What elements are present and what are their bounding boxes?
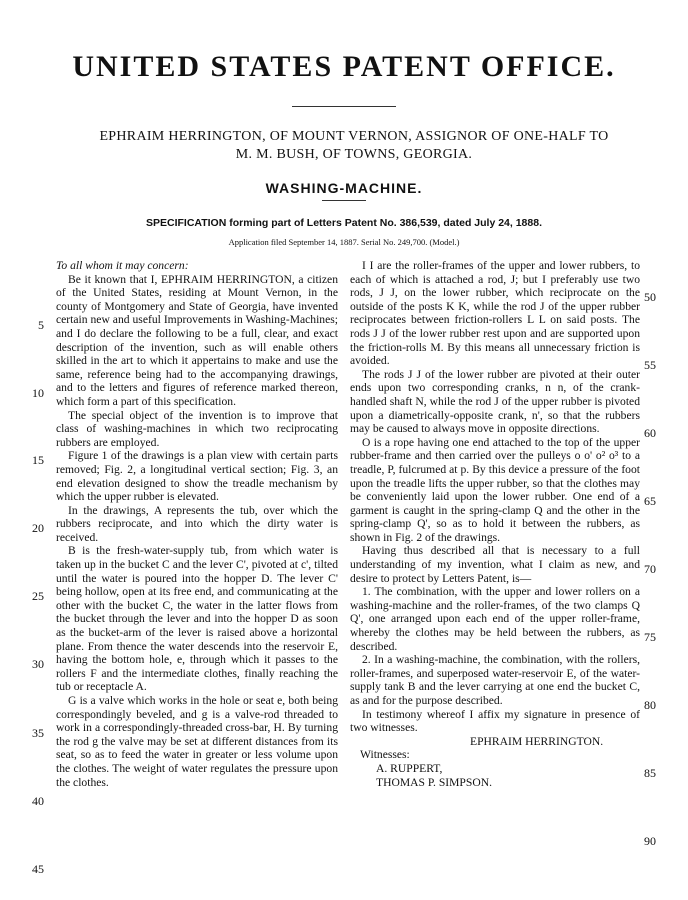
line-number: 15 <box>32 453 44 467</box>
salutation: To all whom it may concern: <box>56 259 189 272</box>
claim: 1. The combination, with the upper and lower rollers on a washing-machine and the roller-frames, of the two clamps Q Q', one arranged upon each end of the upper roller-frame, whereby the clothes may be held between the rubbers, as described. <box>350 585 640 653</box>
paragraph: The special object of the invention is to improve that class of washing-machines in which two reciprocating rubbers are employed. <box>56 408 338 449</box>
claim: 2. In a washing-machine, the combination, with the rollers, roller-frames, and superposed water-reservoir E, of the water-supply tank B and the lever carrying at one end the bucket C, as and for the purpose described. <box>350 653 640 707</box>
paragraph: G is a valve which works in the hole or seat e, both being correspondingly beveled, and g is a valve-rod threaded to work in a correspondingly-threaded cross-bar, H. By turning the rod g the valve may be set at different distances from its seat, so as to feed the water in greater or less volume upon the clothes. The weight of water regulates the pressure upon the clothes. <box>56 694 338 789</box>
line-number: 40 <box>32 794 44 808</box>
application-filed-line: Application filed September 14, 1887. Serial No. 249,700. (Model.) <box>228 237 460 247</box>
line-number: 85 <box>644 766 656 780</box>
assignor-line: M. M. BUSH, OF TOWNS, GEORGIA. <box>235 147 473 162</box>
inventor-signature: EPHRAIM HERRINGTON. <box>470 734 604 748</box>
line-number: 80 <box>644 698 656 712</box>
line-number: 30 <box>32 657 44 671</box>
paragraph: Figure 1 of the drawings is a plan view with certain parts removed; Fig. 2, a longitudinal vertical section; Fig. 3, an end elevation designed to show the treadle mechanism by which the upper rubber is elevated. <box>56 449 338 504</box>
witnesses-label: Witnesses: <box>360 748 410 762</box>
specification-line: SPECIFICATION forming part of Letters Patent No. 386,539, dated July 24, 1888. <box>146 217 542 229</box>
line-number: 10 <box>32 386 44 400</box>
witness-name: A. RUPPERT, <box>376 761 443 775</box>
line-number: 90 <box>644 834 656 848</box>
assignor-block <box>60 128 648 164</box>
divider <box>292 106 396 107</box>
line-number: 70 <box>644 562 656 576</box>
paragraph: Having thus described all that is necessary to a full understanding of my invention, what I claim as new, and desire to protect by Letters Patent, is— <box>350 544 640 585</box>
line-number: 75 <box>644 630 656 644</box>
paragraph: Be it known that I, EPHRAIM HERRINGTON, a citizen of the United States, residing at Mount Vernon, in the county of Montgomery and State of Georgia, have invented certain new and useful Improvements in Washing-Machines; and I do declare the following to be a full, clear, and exact description of the invention, such as will enable others skilled in the art to which it appertains to make and use the same, reference being had to the accompanying drawings, and to the letters and figures of reference marked thereon, which form a part of this specification. <box>56 272 338 408</box>
paragraph: The rods J J of the lower rubber are pivoted at their outer ends upon two corresponding cranks, n n, of the crank-handled shaft N, while the rod J of the upper rubber is pivoted upon a diametrically-opposite crank, n', so that the rubbers may be caused to always move in opposite directions. <box>350 367 640 436</box>
line-number: 35 <box>32 726 44 740</box>
witness-name: THOMAS P. SIMPSON. <box>376 775 492 789</box>
assignor-line: EPHRAIM HERRINGTON, OF MOUNT VERNON, ASSIGNOR OF ONE-HALF TO <box>99 129 609 144</box>
line-number: 25 <box>32 589 44 603</box>
paragraph: B is the fresh-water-supply tub, from which water is taken up in the bucket C and the lever C', pivoted at c', tilted until the water is poured into the hopper D. The lever C' being hollow, open at its free end, and communicating at the other with the bucket C, the water in the latter flows from the bucket through the lever and into the hopper D as soon as the bucket-arm of the lever is raised above a horizontal plane. From thence the water descends into the reservoir E, having the bottom hole, e, through which it passes to the rollers F and the intermediate clothes, finally reaching the tub or receptacle A. <box>56 544 338 694</box>
invention-title: WASHING-MACHINE. <box>265 180 423 196</box>
right-column <box>350 259 640 789</box>
office-title: UNITED STATES PATENT OFFICE. <box>72 50 616 83</box>
line-number: 55 <box>644 358 656 372</box>
paragraph: I I are the roller-frames of the upper and lower rubbers, to each of which is attached a rod, J; but I preferably use two rods, J J, on the lower rubber, which reciprocate on the outside of the posts K K, while the rod J of the upper rubber reciprocates between friction-rollers L L on said posts. The rods J J of the lower rubber rest upon and are supported upon the friction-rolls M. By this means all unnecessary friction is avoided. <box>350 259 640 368</box>
testimony: In testimony whereof I affix my signature in presence of two witnesses. <box>350 707 640 735</box>
paragraph: O is a rope having one end attached to the top of the upper rubber-frame and then carried over the pulleys o o' o² o³ to a treadle, P, fulcrumed at p. By this device a pressure of the foot upon the treadle lifts the upper rubber, so that the clothes may be conveniently laid upon the lower rubber. One end of a garment is caught in the spring-clamp Q and the other in the spring-clamp Q', so as to hold it between the rubbers, as shown in Fig. 2 of the drawings. <box>350 435 640 544</box>
line-number: 65 <box>644 494 656 508</box>
line-number: 50 <box>644 290 656 304</box>
line-number: 5 <box>38 318 44 332</box>
divider <box>322 200 366 201</box>
paragraph: In the drawings, A represents the tub, over which the rubbers reciprocate, and into which the dirty water is received. <box>56 503 338 544</box>
line-number: 45 <box>32 862 44 876</box>
line-number: 60 <box>644 426 656 440</box>
left-column <box>56 259 338 789</box>
line-number: 20 <box>32 521 44 535</box>
